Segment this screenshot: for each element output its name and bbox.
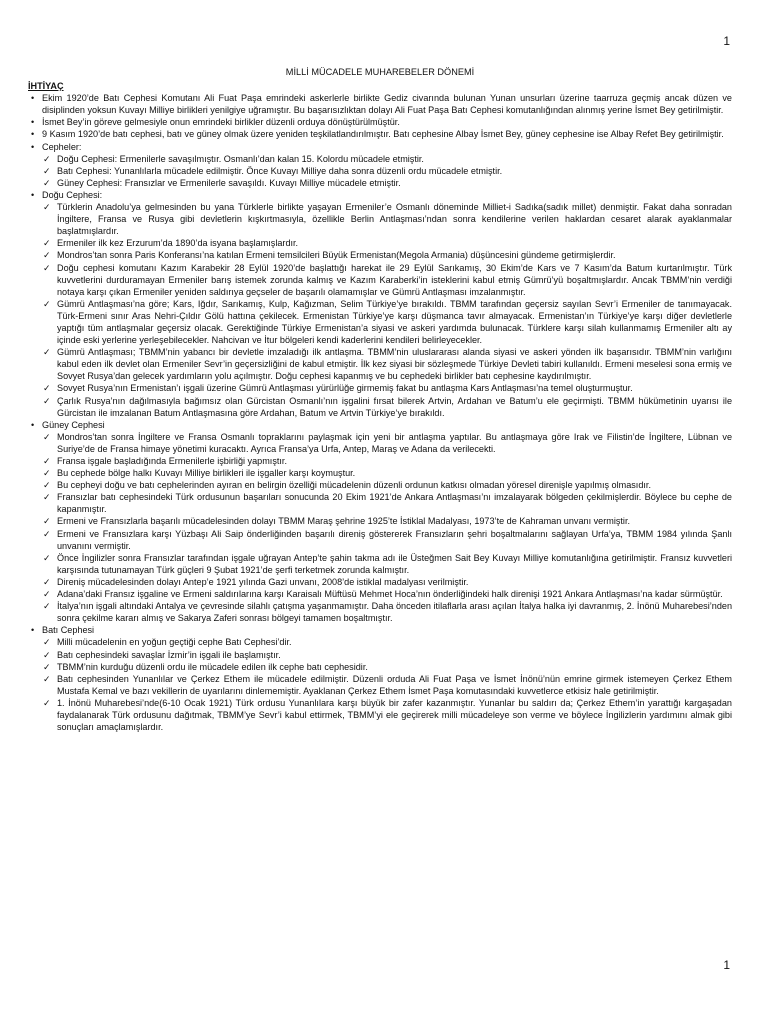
check-item: ✓ Bu cephede bölge halkı Kuvayı Milliye birlikleri ile işgaller karşı koymuştur. bbox=[28, 467, 732, 479]
check-item: ✓ Doğu cephesi komutanı Kazım Karabekir 28 Eylül 1920’de başlattığı harekat ile 29 Eylül Sarıkamış, 30 Ekim’de Kars ve 7 Kasım’da Batum kurtarılmıştır. Türk kuvvetlerini durduramayan Ermeniler barış istemek zorunda kalmış ve Kazım Karaberki’in isteklerini kabul etmiş Gümrü’yü boşaltmışlardır. Ancak TBMM’nin verdiği notaya karşı çıkan Ermeniler yeniden saldırıya geçseler de başarılı olamamışlar ve Gümrü Antlaşması imzalanmıştır. bbox=[28, 262, 732, 298]
check-item: ✓ İtalya’nın işgali altındaki Antalya ve çevresinde silahlı çatışma yaşanmamıştır. Daha önceden itilaflarla arası açılan İtalya halka iyi davranmış, 2. İnönü Muharebesi’nden sonra çekilme kararı almış ve Sakarya Zaferi sonrası bölgeyi tamamen boşaltmıştır. bbox=[28, 600, 732, 624]
check-item: ✓ Mondros’tan sonra İngiltere ve Fransa Osmanlı topraklarını paylaşmak için yeni bir antlaşma yaptılar. Bu antlaşmaya göre Irak ve Filistin’de İngiltere, Lübnan ve Suriye’de de Fransa himaye yönetimi kuracaktı. Ayrıca Fransa’ya Urfa, Antep, Maraş ve Adana da verilecekti. bbox=[28, 431, 732, 455]
check-item: ✓ Ermeni ve Fransızlara karşı Yüzbaşı Ali Saip önderliğinden başarılı direniş göstererek Fransızların şehri boşaltmalarını sağlayan Urfa’ya, TBMM 1984 yılında Şanlı unvanını vermiştir. bbox=[28, 528, 732, 552]
section-heading-southern-front: • Güney Cephesi bbox=[28, 419, 732, 431]
check-item: ✓ Sovyet Rusya’nın Ermenistan’ı işgali üzerine Gümrü Antlaşması yürürlüğe girmemiş fakat bu antlaşma Kars Antlaşması’na temel oluşturmuştur. bbox=[28, 382, 732, 394]
intro-bullet: • İsmet Bey’in göreve gelmesiyle onun emrindeki birlikler düzenli orduya dönüştürülmüştür. bbox=[28, 116, 732, 128]
check-item: ✓ Adana’daki Fransız işgaline ve Ermeni saldırılarına karşı Karaisalı Müftüsü Mehmet Hoca’nın önderliğindeki halk direnişi 1921 Ankara Antlaşması’na kadar sürmüştür. bbox=[28, 588, 732, 600]
document-body bbox=[28, 66, 732, 733]
check-item: ✓ Ermeni ve Fransızlarla başarılı mücadelesinden dolayı TBMM Maraş şehrine 1925’te İstiklal Madalyası, 1973’te de Kahraman unvanı vermiştir. bbox=[28, 515, 732, 527]
check-item: ✓ Gümrü Antlaşması; TBMM’nin yabancı bir devletle imzaladığı ilk antlaşma. TBMM’nin uluslararası alanda siyasi ve askeri yönden ilk başarısıdır. TBMM’nin varlığını kabul eden ilk devlet olan Ermeniler Sevr’in geçersizliğini de kabul etmiştir. İlk kez siyasi bir sözleşmede Türkiye Devleti tabiri kullanıldı. Ermeni meselesi sona ermiş ve Sovyet Rusya’dan gelecek yardımların yolu açılmıştır. Doğu cephesi kapanmış ve bu cephedeki birlikler batı cephesine kaydırılmıştır. bbox=[28, 346, 732, 382]
check-item: ✓ Batı cephesindeki savaşlar İzmir’in işgali ile başlamıştır. bbox=[28, 649, 732, 661]
section-heading-fronts: • Cepheler: bbox=[28, 141, 732, 153]
need-heading: İHTİYAÇ bbox=[28, 81, 64, 92]
intro-bullet: • Ekim 1920’de Batı Cephesi Komutanı Ali Fuat Paşa emrindeki askerlerle birlikte Gediz civarında bulunan Yunan unsurları üzerine taarruza geçmiş ancak düzen ve disiplinden yoksun Kuvayı Milliye birlikleri yenilgiye uğramıştır. Bu başarısızlıktan dolayı Ali Fuat Paşa Batı Cephesi komutanlığından alınmış yerine İsmet Bey getirilmiştir. bbox=[28, 92, 732, 116]
check-item: ✓ Batı Cephesi: Yunanlılarla mücadele edilmiştir. Önce Kuvayı Milliye daha sonra düzenli ordu mücadele etmiştir. bbox=[28, 165, 732, 177]
check-item: ✓ Gümrü Antlaşması’na göre; Kars, Iğdır, Sarıkamış, Kulp, Kağızman, Selim Türkiye’ye bırakıldı. TBMM tarafından geçersiz sayılan Sevr’i Ermeniler de tanımayacak. Türk-Ermeni sınır Aras Nehri-Çıldır Gölü hattına çekilecek. Ermenistan Türkiye’ye karşı düşmanca tavır almayacak. Ermenistan’ın Türkiye’ye karşı diğer devletlerle yaptığı tüm antlaşmalar geçersiz olacak. Gerektiğinde Türkiye Ermenistan’a siyasi ve askeri yardımda bulunacak. Türklere karşı silah kullanmamış Ermeniler altı ay içinde eski yerlerine yerleşebilecekler. Nahcivan ve İtur bölgeleri kendi kaderlerini kendileri belirleyecekler. bbox=[28, 298, 732, 346]
check-item: ✓ Türklerin Anadolu’ya gelmesinden bu yana Türklerle birlikte yaşayan Ermeniler’e Osmanlı döneminde Milliet-i Sadıka(sadık millet) denmiştir. Fakat daha sonradan İngiltere, Fransa ve Rusya gibi devletlerin kışkırtmasıyla, özellikle Berlin Antlaşması’ndan sonra kendilerine verilen haklardan cesaret alarak ayaklanmalar başlatmışlardır. bbox=[28, 201, 732, 237]
check-item: ✓ Mondros’tan sonra Paris Konferansı’na katılan Ermeni temsilcileri Büyük Ermenistan(Megola Armania) düşüncesini gündeme getirmişlerdir. bbox=[28, 249, 732, 261]
check-item: ✓ Batı cephesinden Yunanlılar ve Çerkez Ethem ile mücadele edilmiştir. Düzenli orduda Ali Fuat Paşa ve İsmet İnönü’nün emrine girmek istemeyen Çerkez Ethem Mustafa Kemal ve bazı vekillerin de uyarılarını dinlememiştir. Ayaklanan Çerkez Ethem İsmet Paşa komutasındaki kuvvetlerce etkisiz hale getirilmiştir. bbox=[28, 673, 732, 697]
check-item: ✓ Fransa işgale başladığında Ermenilerle işbirliği yapmıştır. bbox=[28, 455, 732, 467]
section-heading-western-front: • Batı Cephesi bbox=[28, 624, 732, 636]
page-title: MİLLİ MÜCADELE MUHAREBELER DÖNEMİ bbox=[285, 67, 475, 77]
check-item: ✓ Ermeniler ilk kez Erzurum’da 1890’da isyana başlamışlardır. bbox=[28, 237, 732, 249]
check-item: ✓ Güney Cephesi: Fransızlar ve Ermenilerle savaşıldı. Kuvayı Milliye mücadele etmiştir. bbox=[28, 177, 732, 189]
check-item: ✓ Direniş mücadelesinden dolayı Antep’e 1921 yılında Gazi unvanı, 2008’de istiklal madalyası verilmiştir. bbox=[28, 576, 732, 588]
intro-bullet: • 9 Kasım 1920’de batı cephesi, batı ve güney olmak üzere yeniden teşkilatlandırılmıştır. Batı cephesine Albay İsmet Bey, güney cephesine ise Albay Refet Bey getirilmiştir. bbox=[28, 128, 732, 140]
page-number-top: 1 bbox=[723, 34, 730, 48]
check-item: ✓ Önce İngilizler sonra Fransızlar tarafından işgale uğrayan Antep’te şahin takma adı ile Üsteğmen Sait Bey Kuvayı Milliye komutanlığına getirilmiştir. Fransız kuvvetleri karşısında tutunamayan Türk güçleri 9 Şubat 1921’de şerfi terketmek zorunda kalmıştır. bbox=[28, 552, 732, 576]
check-item: ✓ Milli mücadelenin en yoğun geçtiği cephe Batı Cephesi’dir. bbox=[28, 636, 732, 648]
check-item: ✓ Bu cepheyi doğu ve batı cephelerinden ayıran en belirgin özelliği mücadelenin düzenli ordunun katkısı olmadan yöresel direnişle yapılmış olmasıdır. bbox=[28, 479, 732, 491]
check-item: ✓ Doğu Cephesi: Ermenilerle savaşılmıştır. Osmanlı’dan kalan 15. Kolordu mücadele etmiştir. bbox=[28, 153, 732, 165]
page-number-bottom: 1 bbox=[723, 958, 730, 972]
check-item: ✓ 1. İnönü Muharebesi’nde(6-10 Ocak 1921) Türk ordusu Yunanlılara karşı büyük bir zafer kazanmıştır. Yunanlar bu saldırı da; Çerkez Ethem’in yarattığı kargaşadan faydalanarak Türk ordusunu dağıtmak, TBMM’ye Sevr’i kabul ettirmek, TBMM’yi ele geçirerek milli mücadeleye son verme ve böylece İngilizlerin yardımını almak gibi sonuçları amaçlamışlardır. bbox=[28, 697, 732, 733]
check-item: ✓ Çarlık Rusya’nın dağılmasıyla bağımsız olan Gürcistan Osmanlı’nın işgalini fırsat bilerek Artvin, Ardahan ve Batum’u ele geçirmişti. TBMM hükümetinin uyarısı ile Gürcistan ile imzalanan Batum Antlaşmasına göre Ardahan, Batum ve Artvin Türkiye’ye bırakıldı. bbox=[28, 395, 732, 419]
section-heading-eastern-front: • Doğu Cephesi: bbox=[28, 189, 732, 201]
check-item: ✓ TBMM’nin kurduğu düzenli ordu ile mücadele edilen ilk cephe batı cephesidir. bbox=[28, 661, 732, 673]
check-item: ✓ Fransızlar batı cephesindeki Türk ordusunun başarıları sonucunda 20 Ekim 1921’de Ankara Antlaşması’nı imzalayarak bölgeden çekilmişlerdir. Böylece bu cephe de kapanmıştır. bbox=[28, 491, 732, 515]
